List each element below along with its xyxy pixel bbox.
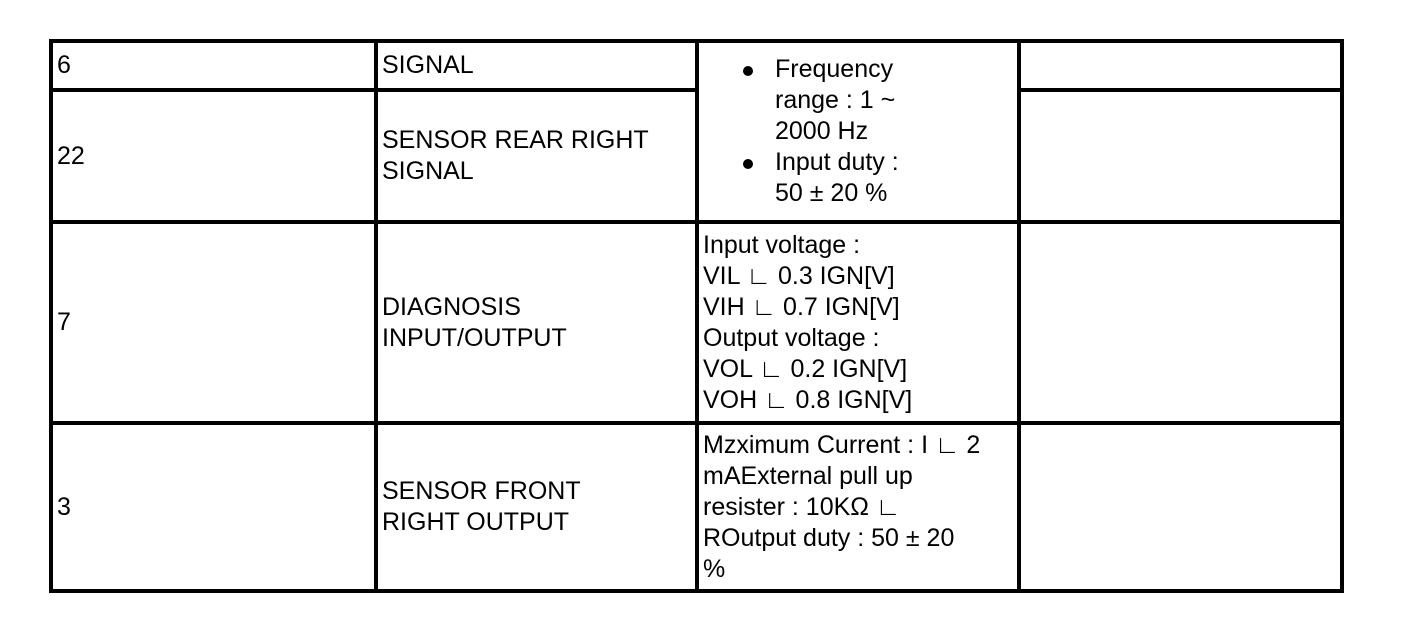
- spec-line: Frequency: [775, 55, 894, 83]
- spec-line: VOH ∟ 0.8 IGN[V]: [703, 385, 913, 414]
- spec-line: %: [703, 554, 726, 583]
- table-row: [51, 222, 1342, 423]
- signal-name-line: SIGNAL: [382, 51, 474, 79]
- pin-spec-table: [49, 39, 1344, 593]
- signal-name-cell: [376, 222, 697, 423]
- table-row: [51, 423, 1342, 591]
- spec-line: mAExternal pull up: [703, 461, 913, 490]
- spec-line: VIH ∟ 0.7 IGN[V]: [703, 292, 900, 321]
- pin-number: 22: [57, 141, 85, 170]
- signal-name-line: RIGHT OUTPUT: [382, 508, 570, 536]
- signal-name-line: SENSOR REAR RIGHT: [382, 126, 649, 154]
- spec-line: resister : 10KΩ ∟: [703, 492, 901, 521]
- spec-line: VIL ∟ 0.3 IGN[V]: [703, 261, 895, 290]
- spec-line: ROutput duty : 50 ± 20: [703, 523, 955, 552]
- remark-cell: [1019, 423, 1342, 591]
- spec-line: 50 ± 20 %: [775, 179, 888, 207]
- spec-bullet-item: [703, 54, 1013, 147]
- pin-number-cell: [51, 222, 376, 423]
- spec-line: Input duty :: [775, 148, 899, 176]
- spec-line: Output voltage :: [703, 323, 880, 352]
- remark-cell: [1019, 222, 1342, 423]
- pin-number: 6: [57, 51, 71, 79]
- signal-name-cell: [376, 41, 697, 90]
- remark-cell: [1019, 90, 1342, 222]
- signal-name-line: SIGNAL: [382, 157, 474, 185]
- spec-line: range : 1 ~: [775, 86, 896, 114]
- spec-cell: [697, 423, 1019, 591]
- spec-bullet-item: [703, 147, 1013, 209]
- signal-name-cell: [376, 90, 697, 222]
- spec-line: 2000 Hz: [775, 117, 869, 145]
- pin-number: 7: [57, 308, 71, 336]
- spec-line: Mzximum Current : I ∟ 2: [703, 430, 981, 459]
- pin-number-cell: [51, 423, 376, 591]
- pin-number-cell: [51, 41, 376, 90]
- spec-bullet-list: [703, 54, 1013, 209]
- pin-number-cell: [51, 90, 376, 222]
- spec-line: Input voltage :: [703, 230, 861, 259]
- table-row: [51, 41, 1342, 90]
- remark-cell: [1019, 41, 1342, 90]
- signal-name-line: DIAGNOSIS: [382, 292, 521, 321]
- spec-line: VOL ∟ 0.2 IGN[V]: [703, 354, 908, 383]
- signal-name-line: SENSOR FRONT: [382, 477, 581, 505]
- pin-number: 3: [57, 492, 71, 521]
- table-row: [51, 90, 1342, 222]
- signal-name-cell: [376, 423, 697, 591]
- spec-cell: [697, 41, 1019, 222]
- signal-name-line: INPUT/OUTPUT: [382, 323, 567, 352]
- spec-cell: [697, 222, 1019, 423]
